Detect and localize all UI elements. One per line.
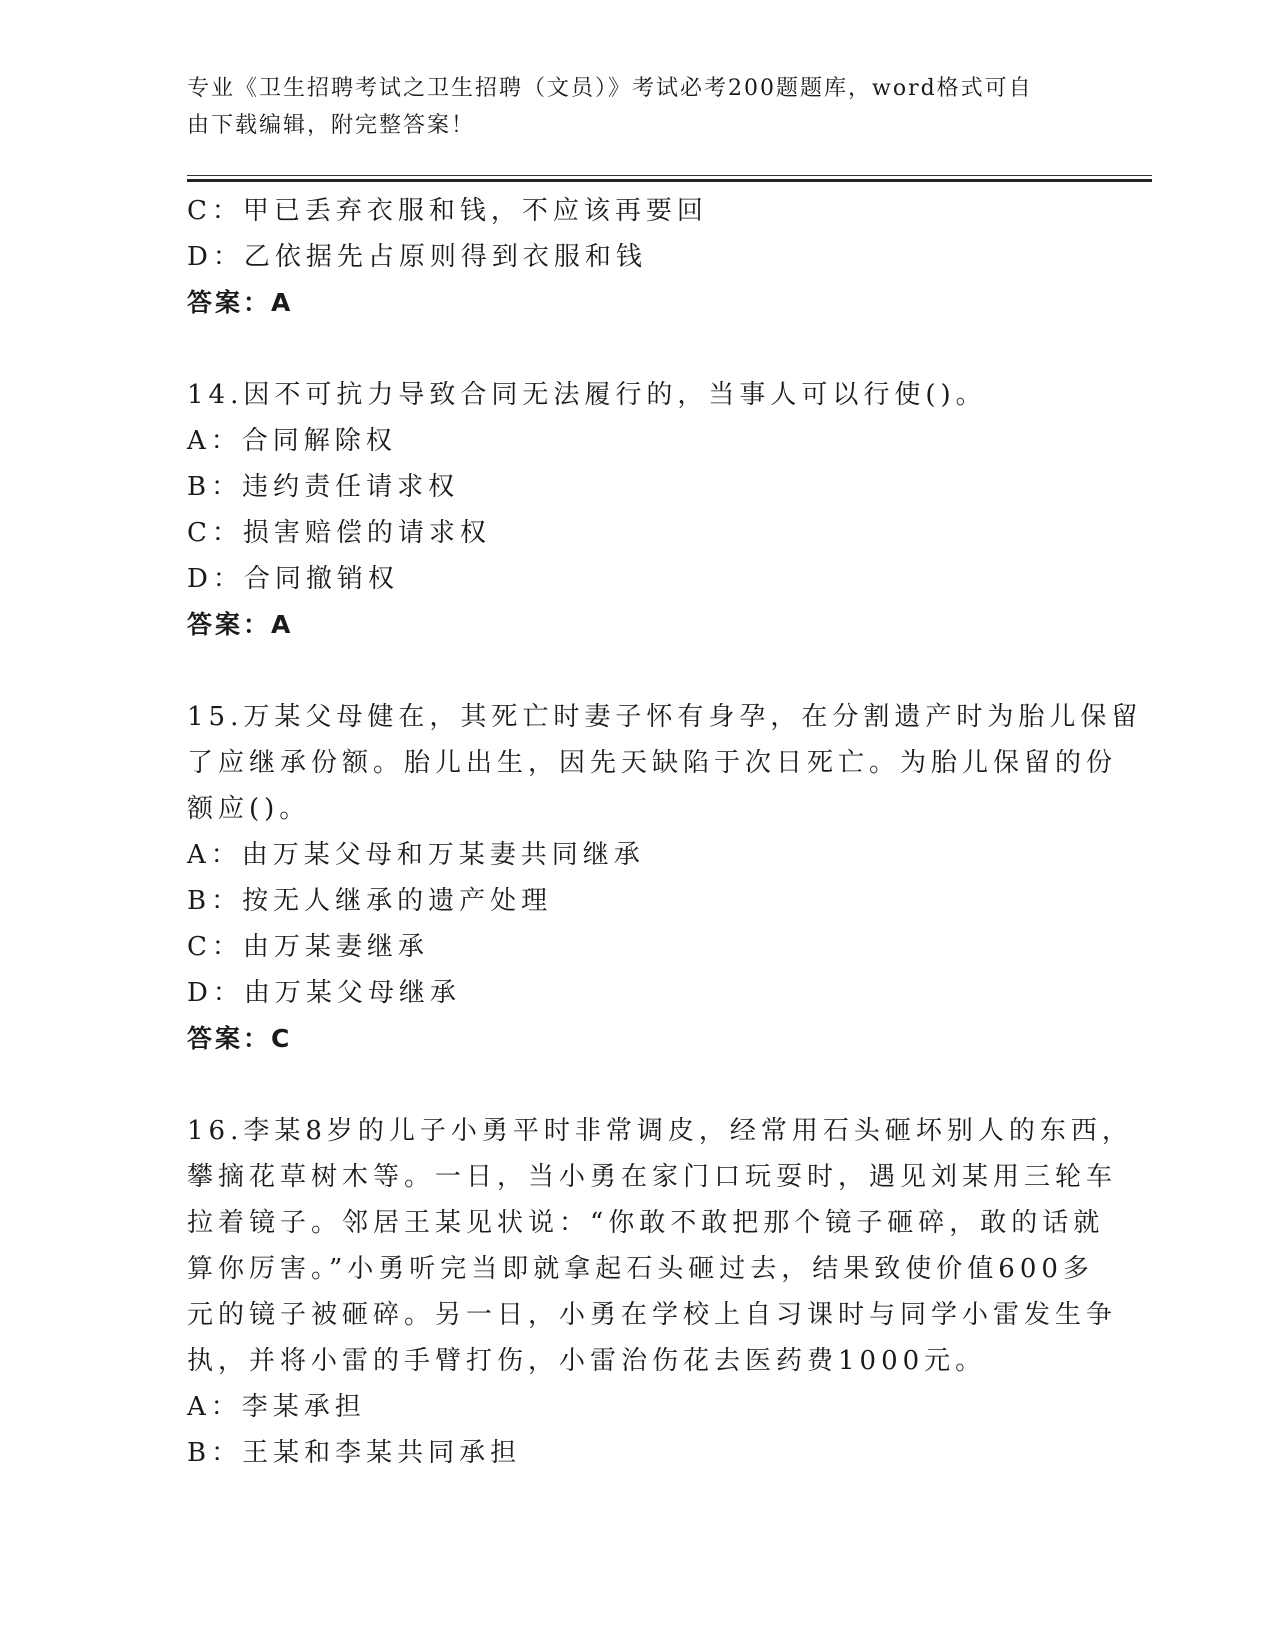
- stem-line: 算你厉害。”小勇听完当即就拿起石头砸过去，结果致使价值600多: [187, 1254, 1094, 1284]
- header-divider-thin: [187, 175, 1152, 176]
- option-b: B：违约责任请求权: [187, 472, 460, 502]
- option-a: A：合同解除权: [187, 426, 397, 456]
- question-content: [187, 188, 1143, 1476]
- question-13: [187, 188, 1067, 326]
- answer: 答案：A: [187, 610, 294, 639]
- stem-line: 额应()。: [187, 794, 311, 824]
- option-a: A：由万某父母和万某妻共同继承: [187, 840, 645, 870]
- option-d: D：由万某父母继承: [187, 978, 461, 1008]
- header-divider-thick: [187, 179, 1152, 182]
- question-stem: [187, 1108, 1133, 1384]
- header-line-1: 专业《卫生招聘考试之卫生招聘（文员）》考试必考200题题库，word格式可自: [187, 76, 1033, 101]
- answer: 答案：A: [187, 288, 294, 317]
- option-d: D：合同撤销权: [187, 564, 399, 594]
- option-c: C：损害赔偿的请求权: [187, 518, 491, 548]
- option-a: A：李某承担: [187, 1392, 366, 1422]
- stem-line: 了应继承份额。胎儿出生，因先天缺陷于次日死亡。为胎儿保留的份: [187, 748, 1118, 778]
- option-b: B：王某和李某共同承担: [187, 1438, 522, 1468]
- option-c: C：由万某妻继承: [187, 932, 429, 962]
- question-stem: [187, 694, 1143, 832]
- stem-line: 攀摘花草树木等。一日，当小勇在家门口玩耍时，遇见刘某用三轮车: [187, 1162, 1118, 1192]
- option-c: C：甲已丢弃衣服和钱，不应该再要回: [187, 196, 708, 226]
- option-d: D：乙依据先占原则得到衣服和钱: [187, 242, 647, 272]
- stem-line: 执，并将小雷的手臂打伤，小雷治伤花去医药费1000元。: [187, 1346, 987, 1376]
- stem-line: 拉着镜子。邻居王某见状说：“你敢不敢把那个镜子砸碎，敢的话就: [187, 1208, 1105, 1238]
- answer: 答案：C: [187, 1024, 293, 1053]
- option-b: B：按无人继承的遗产处理: [187, 886, 553, 916]
- stem-line: 16.李某8岁的儿子小勇平时非常调皮，经常用石头砸坏别人的东西，: [187, 1116, 1133, 1146]
- stem-line: 元的镜子被砸碎。另一日，小勇在学校上自习课时与同学小雷发生争: [187, 1300, 1118, 1330]
- header-line-2: 由下载编辑，附完整答案！: [187, 113, 476, 138]
- stem-line: 15.万某父母健在，其死亡时妻子怀有身孕，在分割遗产时为胎儿保留: [187, 702, 1143, 732]
- question-15: [187, 694, 1143, 1062]
- question-stem: 14.因不可抗力导致合同无法履行的，当事人可以行使()。: [187, 380, 987, 410]
- question-14: [187, 372, 1067, 648]
- document-header: [187, 70, 1067, 144]
- question-16: [187, 1108, 1133, 1476]
